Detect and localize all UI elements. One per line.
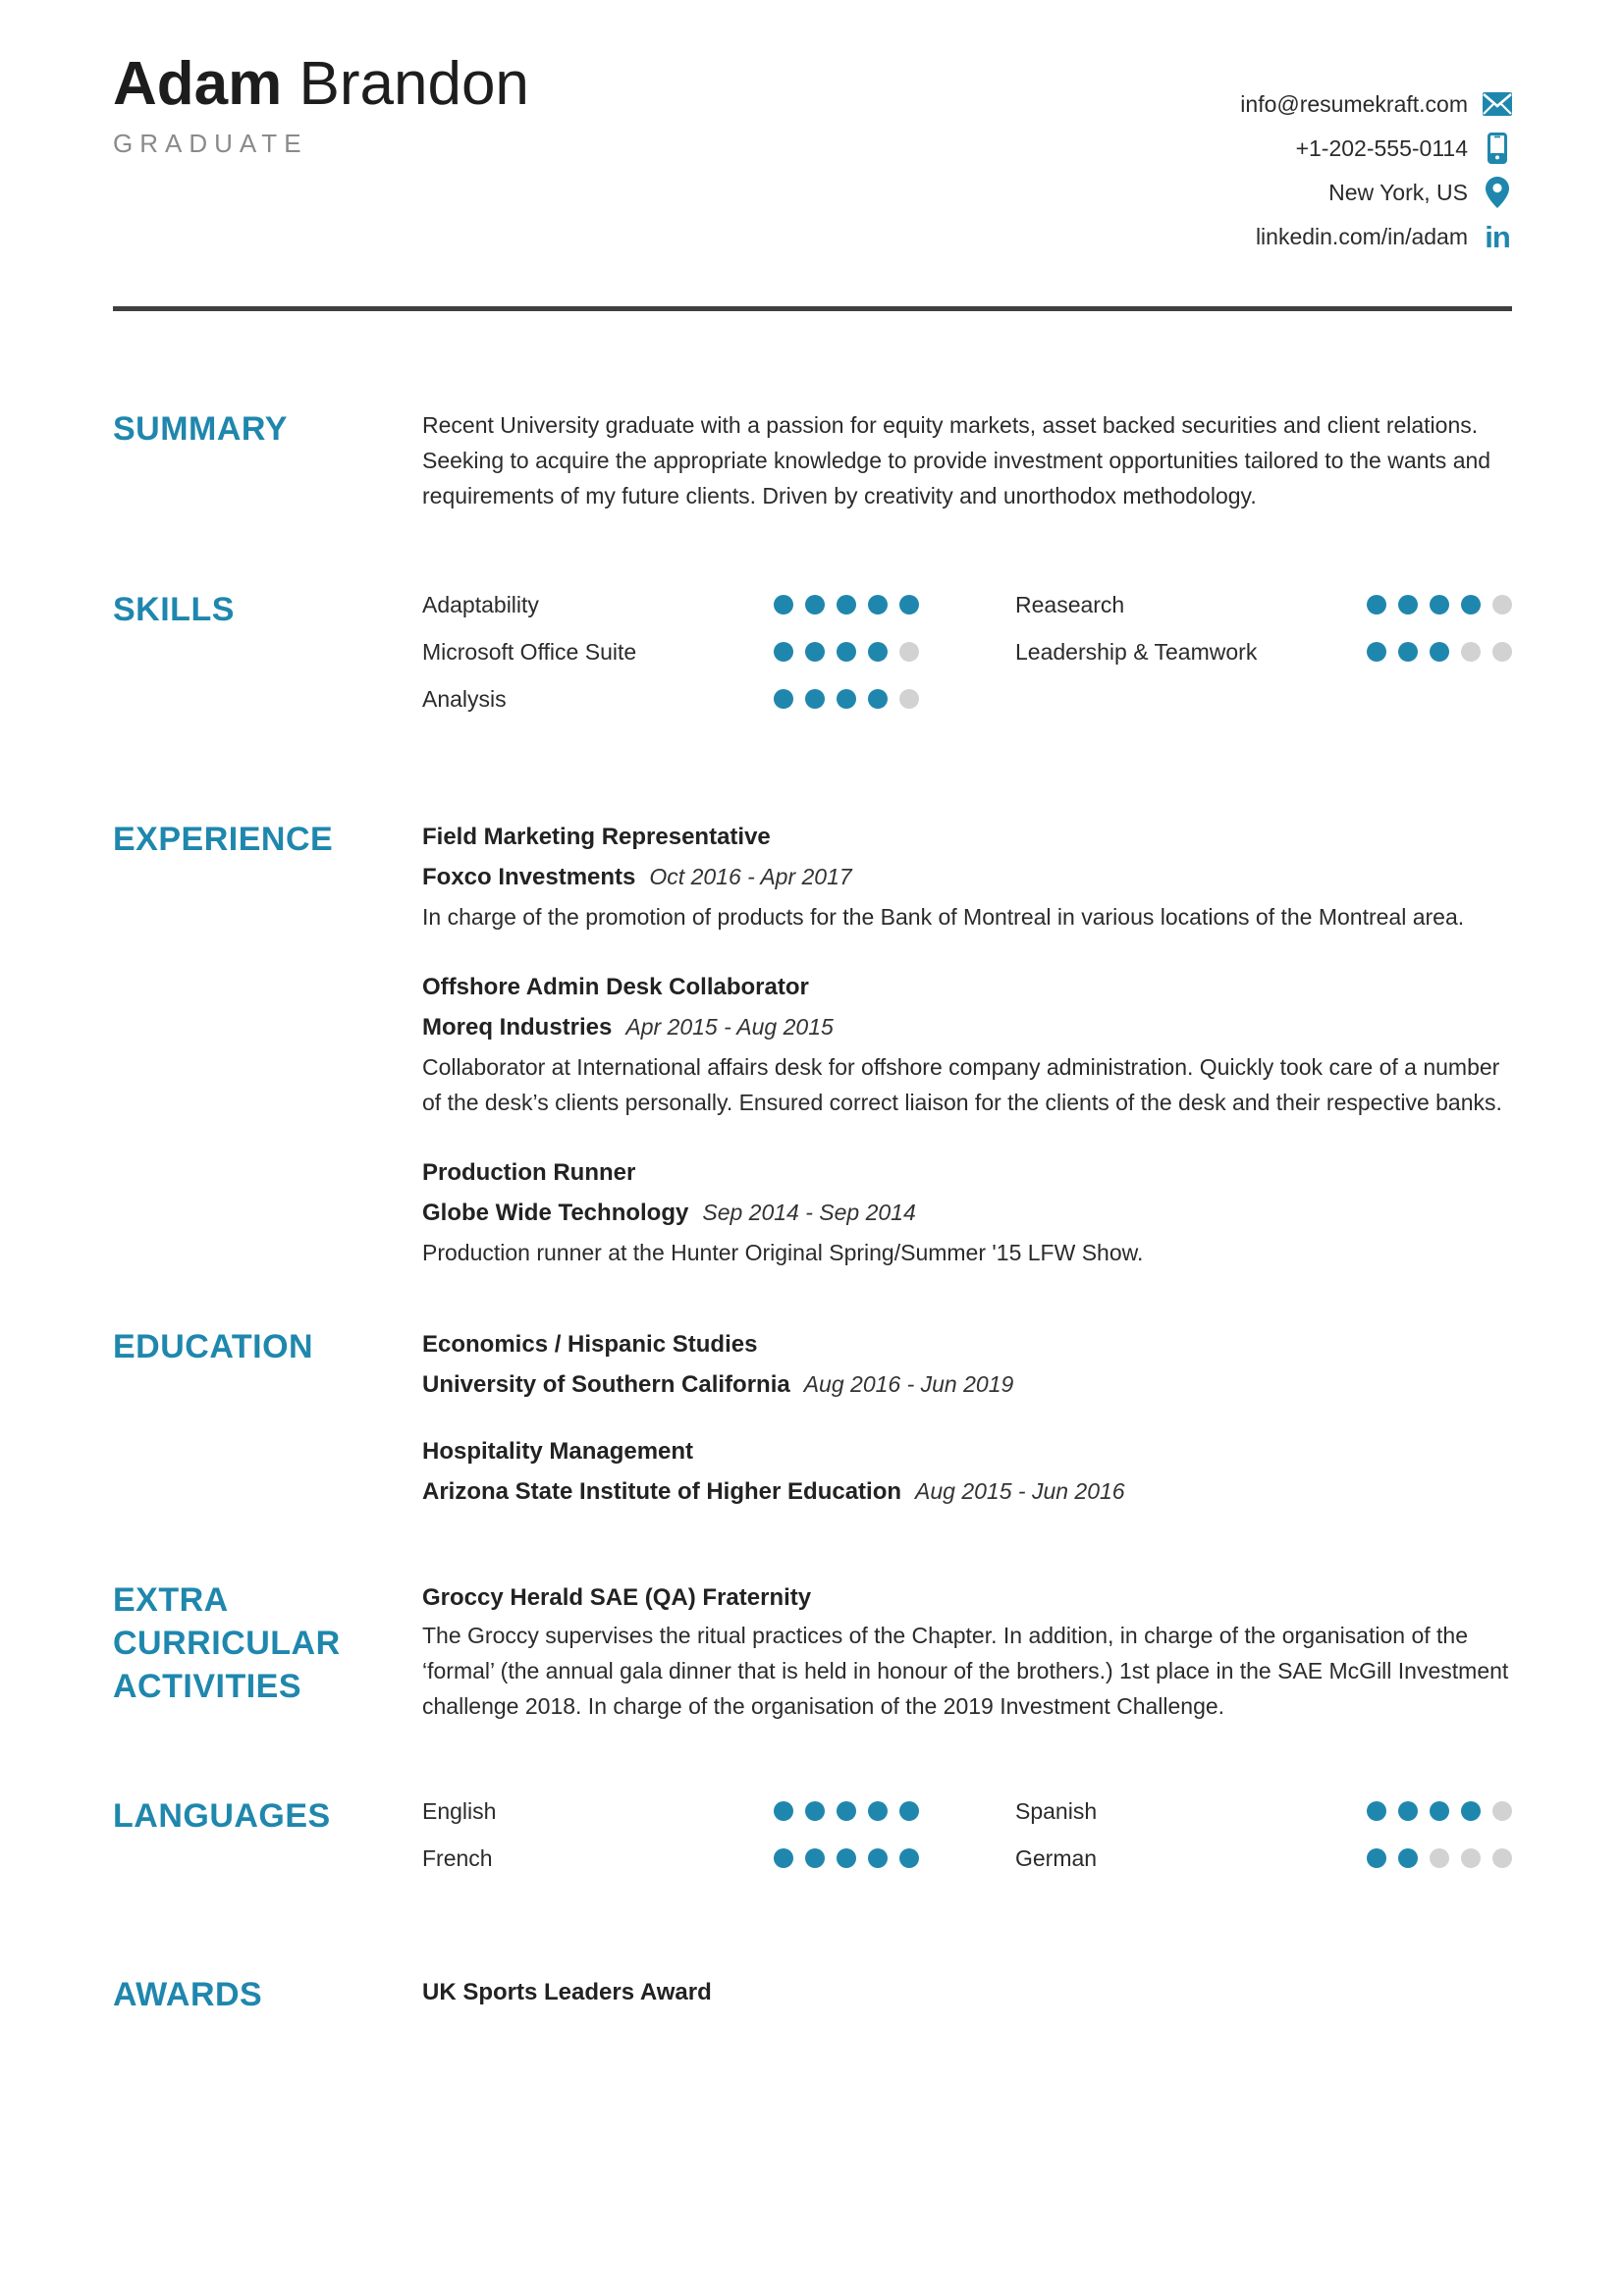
rating-dot <box>1461 642 1481 662</box>
experience-entry <box>422 1153 1512 1270</box>
email-text: info@resumekraft.com <box>1240 90 1468 117</box>
rating-dot <box>774 689 793 709</box>
rating-dot <box>805 642 825 662</box>
job-company: Foxco Investments <box>422 864 636 890</box>
rating-dot <box>1367 1801 1386 1821</box>
contact-location <box>1240 177 1512 208</box>
job-meta <box>422 857 1512 897</box>
job-dates: Apr 2015 - Aug 2015 <box>625 1014 834 1040</box>
education-list <box>422 1325 1512 1514</box>
section-skills <box>113 588 1512 716</box>
extra-curricular-description: The Groccy supervises the ritual practices of the Chapter. In addition, in charge of the organisation of the ‘formal’ (the annual gala dinner that is held in honour of the brothers.) 1st place in the SAE McGill Investment challenge 2018. In charge of the organisation of the 2019 Investment Challenge. <box>422 1623 1509 1719</box>
rating-dot <box>1430 1801 1449 1821</box>
rating-dot <box>805 1801 825 1821</box>
rating-dot <box>899 1848 919 1868</box>
summary-heading: SUMMARY <box>113 410 288 448</box>
job-title: Production Runner <box>422 1159 636 1186</box>
education-degree: Economics / Hispanic Studies <box>422 1331 758 1358</box>
rating-dot <box>868 689 888 709</box>
rating-dot <box>774 642 793 662</box>
job-company: Globe Wide Technology <box>422 1200 689 1226</box>
first-name: Adam <box>113 50 283 118</box>
rating-dot <box>1492 1801 1512 1821</box>
rating-dot <box>868 595 888 614</box>
header-identity <box>113 49 529 159</box>
header <box>113 49 1512 252</box>
rating-dot <box>899 1801 919 1821</box>
education-entry <box>422 1432 1512 1512</box>
rating-dot <box>868 1801 888 1821</box>
rating-label: Adaptability <box>422 592 539 617</box>
awards-heading: AWARDS <box>113 1976 263 2013</box>
rating-row <box>1015 1842 1512 1875</box>
rating-dot <box>1430 642 1449 662</box>
rating-dot <box>899 642 919 662</box>
education-degree: Hospitality Management <box>422 1438 694 1465</box>
awards-list <box>422 1973 1512 2016</box>
rating-dot <box>774 1848 793 1868</box>
contact-linkedin <box>1240 221 1512 252</box>
languages-heading: LANGUAGES <box>113 1797 331 1835</box>
award-title: UK Sports Leaders Award <box>422 1979 712 2005</box>
skills-column-2 <box>1015 588 1512 668</box>
phone-icon <box>1483 133 1512 163</box>
rating-row <box>422 635 919 668</box>
rating-dot <box>805 595 825 614</box>
rating-dot <box>868 642 888 662</box>
rating-dot <box>1367 642 1386 662</box>
rating-row <box>1015 588 1512 621</box>
job-dates: Sep 2014 - Sep 2014 <box>702 1200 916 1225</box>
rating-dot <box>837 1801 856 1821</box>
rating-dot <box>899 689 919 709</box>
education-dates: Aug 2016 - Jun 2019 <box>803 1371 1014 1397</box>
job-description: In charge of the promotion of products for the Bank of Montreal in various locations of the Montreal area. <box>422 904 1465 930</box>
rating-dot <box>805 689 825 709</box>
rating-dot <box>1398 1801 1418 1821</box>
extra-curricular-title: Groccy Herald SAE (QA) Fraternity <box>422 1584 812 1611</box>
last-name: Brandon <box>298 50 529 118</box>
rating-row <box>422 682 919 716</box>
rating-dot <box>1461 595 1481 614</box>
languages-column-2 <box>1015 1794 1512 1875</box>
rating-dots <box>1367 595 1512 614</box>
rating-dots <box>774 595 919 614</box>
rating-dot <box>899 595 919 614</box>
job-meta <box>422 1007 1512 1047</box>
experience-entry <box>422 968 1512 1120</box>
rating-dot <box>774 1801 793 1821</box>
job-company: Moreq Industries <box>422 1014 613 1041</box>
rating-row <box>422 1842 919 1875</box>
education-meta <box>422 1471 1512 1512</box>
section-experience <box>113 818 1512 1270</box>
rating-dot <box>1461 1848 1481 1868</box>
rating-label: French <box>422 1845 493 1871</box>
contact-phone <box>1240 133 1512 164</box>
education-school: University of Southern California <box>422 1371 790 1398</box>
email-icon <box>1483 89 1512 119</box>
location-icon <box>1483 178 1512 207</box>
rating-dots <box>774 1801 919 1821</box>
rating-label: Reasearch <box>1015 592 1125 617</box>
rating-dot <box>1367 595 1386 614</box>
rating-row <box>1015 1794 1512 1828</box>
job-dates: Oct 2016 - Apr 2017 <box>649 864 852 889</box>
job-description: Production runner at the Hunter Original Spring/Summer '15 LFW Show. <box>422 1240 1144 1265</box>
rating-dot <box>1367 1848 1386 1868</box>
contact-email <box>1240 88 1512 120</box>
section-education <box>113 1325 1512 1514</box>
rating-dot <box>774 595 793 614</box>
experience-entry <box>422 818 1512 934</box>
rating-dots <box>774 642 919 662</box>
job-meta <box>422 1193 1512 1233</box>
rating-dot <box>1430 1848 1449 1868</box>
education-dates: Aug 2015 - Jun 2016 <box>915 1478 1125 1504</box>
skills-column-1 <box>422 588 919 716</box>
linkedin-text: linkedin.com/in/adam <box>1255 223 1468 249</box>
rating-dot <box>837 642 856 662</box>
education-heading: EDUCATION <box>113 1328 314 1365</box>
rating-dot <box>1430 595 1449 614</box>
job-title: Field Marketing Representative <box>422 824 771 850</box>
extra-curricular-heading: EXTRA CURRICULAR ACTIVITIES <box>113 1581 341 1705</box>
education-school: Arizona State Institute of Higher Education <box>422 1478 902 1505</box>
section-awards <box>113 1973 1512 2016</box>
location-text: New York, US <box>1328 179 1468 205</box>
rating-dot <box>1398 595 1418 614</box>
education-meta <box>422 1364 1512 1405</box>
rating-row <box>1015 635 1512 668</box>
rating-label: Leadership & Teamwork <box>1015 639 1258 665</box>
rating-dot <box>1492 642 1512 662</box>
rating-dots <box>1367 1801 1512 1821</box>
rating-dot <box>868 1848 888 1868</box>
job-title: Offshore Admin Desk Collaborator <box>422 974 809 1000</box>
rating-label: English <box>422 1798 497 1824</box>
education-entry <box>422 1325 1512 1405</box>
rating-dots <box>1367 1848 1512 1868</box>
contact-block <box>1240 88 1512 252</box>
rating-dot <box>837 1848 856 1868</box>
rating-dot <box>1492 1848 1512 1868</box>
section-summary <box>113 407 1512 513</box>
job-title-subtitle: GRADUATE <box>113 129 308 159</box>
rating-dots <box>1367 642 1512 662</box>
section-languages <box>113 1794 1512 1875</box>
extra-curricular-content <box>422 1578 1512 1724</box>
header-divider <box>113 306 1512 311</box>
rating-label: Spanish <box>1015 1798 1098 1824</box>
phone-text: +1-202-555-0114 <box>1295 134 1468 161</box>
rating-dot <box>1492 595 1512 614</box>
summary-text: Recent University graduate with a passion for equity markets, asset backed securities and client relations. Seeking to acquire the appropriate knowledge to provide investment opportunities tailored to the wants and requirements of my future clients. Driven by creativity and unorthodox methodology. <box>422 412 1491 508</box>
linkedin-icon: in <box>1485 219 1510 254</box>
rating-dots <box>774 1848 919 1868</box>
rating-dot <box>837 595 856 614</box>
rating-dot <box>805 1848 825 1868</box>
skills-grid <box>422 588 1512 716</box>
skills-heading: SKILLS <box>113 591 235 628</box>
languages-column-1 <box>422 1794 919 1875</box>
rating-label: German <box>1015 1845 1098 1871</box>
rating-dot <box>1398 642 1418 662</box>
section-extra-curricular <box>113 1578 1512 1724</box>
experience-list <box>422 818 1512 1270</box>
job-description: Collaborator at International affairs desk for offshore company administration. Quickly took care of a number of the desk’s clients personally. Ensured correct liaison for the clients of the desk and their respective banks. <box>422 1054 1502 1115</box>
languages-grid <box>422 1794 1512 1875</box>
experience-heading: EXPERIENCE <box>113 821 334 858</box>
rating-label: Analysis <box>422 686 507 712</box>
rating-label: Microsoft Office Suite <box>422 639 637 665</box>
rating-dot <box>1461 1801 1481 1821</box>
rating-dots <box>774 689 919 709</box>
rating-dot <box>837 689 856 709</box>
rating-row <box>422 1794 919 1828</box>
rating-row <box>422 588 919 621</box>
page-title <box>113 49 529 119</box>
rating-dot <box>1398 1848 1418 1868</box>
